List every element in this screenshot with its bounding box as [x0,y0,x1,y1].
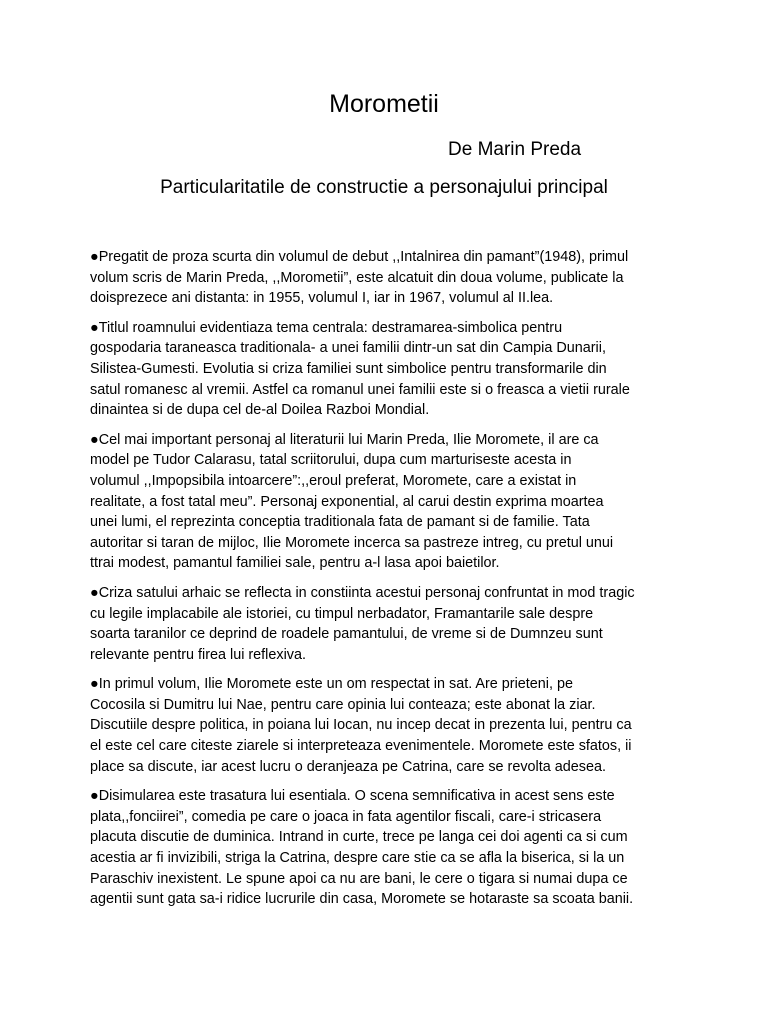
text-line: satul romanesc al vremii. Astfel ca romanul unei familii este si o freasca a vietii rurale [90,381,630,398]
text-line: Silistea-Gumesti. Evolutia si criza familiei sunt simbolice pentru transformarile din [90,360,607,377]
text-line: ●Pregatit de proza scurta din volumul de debut ,,Intalnirea din pamant”(1948), primul [90,249,629,265]
text-line: volumul ,,Impopsibila intoarcere”:,,eroul preferat, Moromete, care a existat in [90,472,577,489]
text-line: placuta discutie de duminica. Intrand in curte, trece pe langa cei doi agenti ca si cum [90,829,628,846]
text-line: realitate, a fost tatal meu”. Personaj exponential, al carui destin exprima moartea [90,493,604,510]
paragraph-1 [90,247,684,309]
text-line: volum scris de Marin Preda, ,,Morometii”, este alcatuit din doua volume, publicate la [90,269,624,286]
text-line: ●In primul volum, Ilie Moromete este un om respectat in sat. Are prieteni, pe [90,676,573,693]
text-line: place sa discute, iar acest lucru o deranjeaza pe Catrina, care se revolta adesea. [90,758,606,775]
text-line: soarta taranilor ce deprind de roadele pamantului, de vreme si de Dumnzeu sunt [90,626,603,643]
document-title: Morometii [329,90,439,118]
text-line: relevante pentru firea lui reflexiva. [90,646,306,663]
document-author: De Marin Preda [448,139,582,160]
text-line: doisprezece ani distanta: in 1955, volumul I, iar in 1967, volumul al II.lea. [90,290,554,307]
text-line: ●Titlul roamnului evidentiaza tema centrala: destramarea-simbolica pentru [90,319,563,336]
text-line: ●Criza satului arhaic se reflecta in constiinta acestui personaj confruntat in mod tragic [90,584,635,601]
text-line: Paraschiv inexistent. Le spune apoi ca nu are bani, le cere o tigara si numai dupa ce [90,870,628,887]
text-line: agentii sunt gata sa-i ridice lucrurile din casa, Moromete se hotaraste sa scoata banii. [90,891,634,908]
text-line: plata,,fonciirei”, comedia pe care o joaca in fata agentilor fiscali, care-i stricasera [90,808,602,825]
text-line: gospodaria taraneasca traditionala- a unei familii dintr-un sat din Campia Dunarii, [90,340,606,357]
text-line: ●Cel mai important personaj al literaturii lui Marin Preda, Ilie Moromete, il are ca [90,431,599,448]
text-line: dinaintea si de dupa cel de-al Doilea Razboi Mondial. [90,402,430,419]
paragraph-6 [90,786,684,910]
paragraph-4 [90,583,684,665]
paragraph-5 [90,674,684,777]
text-line: el este cel care citeste ziarele si interpreteaza evenimentele. Moromete este sfatos, ii [90,738,632,755]
text-line: Discutiile despre politica, in poiana lui Iocan, nu incep decat in prezenta lui, pentru ca [90,717,632,734]
text-line: acestia ar fi invizibili, striga la Catrina, despre care stie ca se afla la biserica, si la un [90,850,625,867]
document-subtitle: Particularitatile de constructie a personajului principal [160,177,608,198]
text-line: model pe Tudor Calarasu, tatal scriitorului, dupa cum marturiseste acesta in [90,452,572,469]
text-line: Cocosila si Dumitru lui Nae, pentru care opinia lui conteaza; este abonat la ziar. [90,696,596,713]
text-line: cu legile implacabile ale istoriei, cu timpul nerbadator, Framantarile sale despre [90,605,594,622]
document-body [90,247,684,919]
text-line: ttrai modest, pamantul familiei sale, pentru a-l lasa apoi baietilor. [90,555,500,572]
paragraph-3 [90,430,684,574]
text-line: autoritar si taran de mijloc, Ilie Moromete incerca sa pastreze intreg, cu pretul unui [90,534,614,551]
paragraph-2 [90,318,684,421]
text-line: ●Disimularea este trasatura lui esentiala. O scena semnificativa in acest sens este [90,788,615,805]
text-line: unei lumi, el reprezinta conceptia traditionala fata de pamant si de familie. Tata [90,514,590,531]
